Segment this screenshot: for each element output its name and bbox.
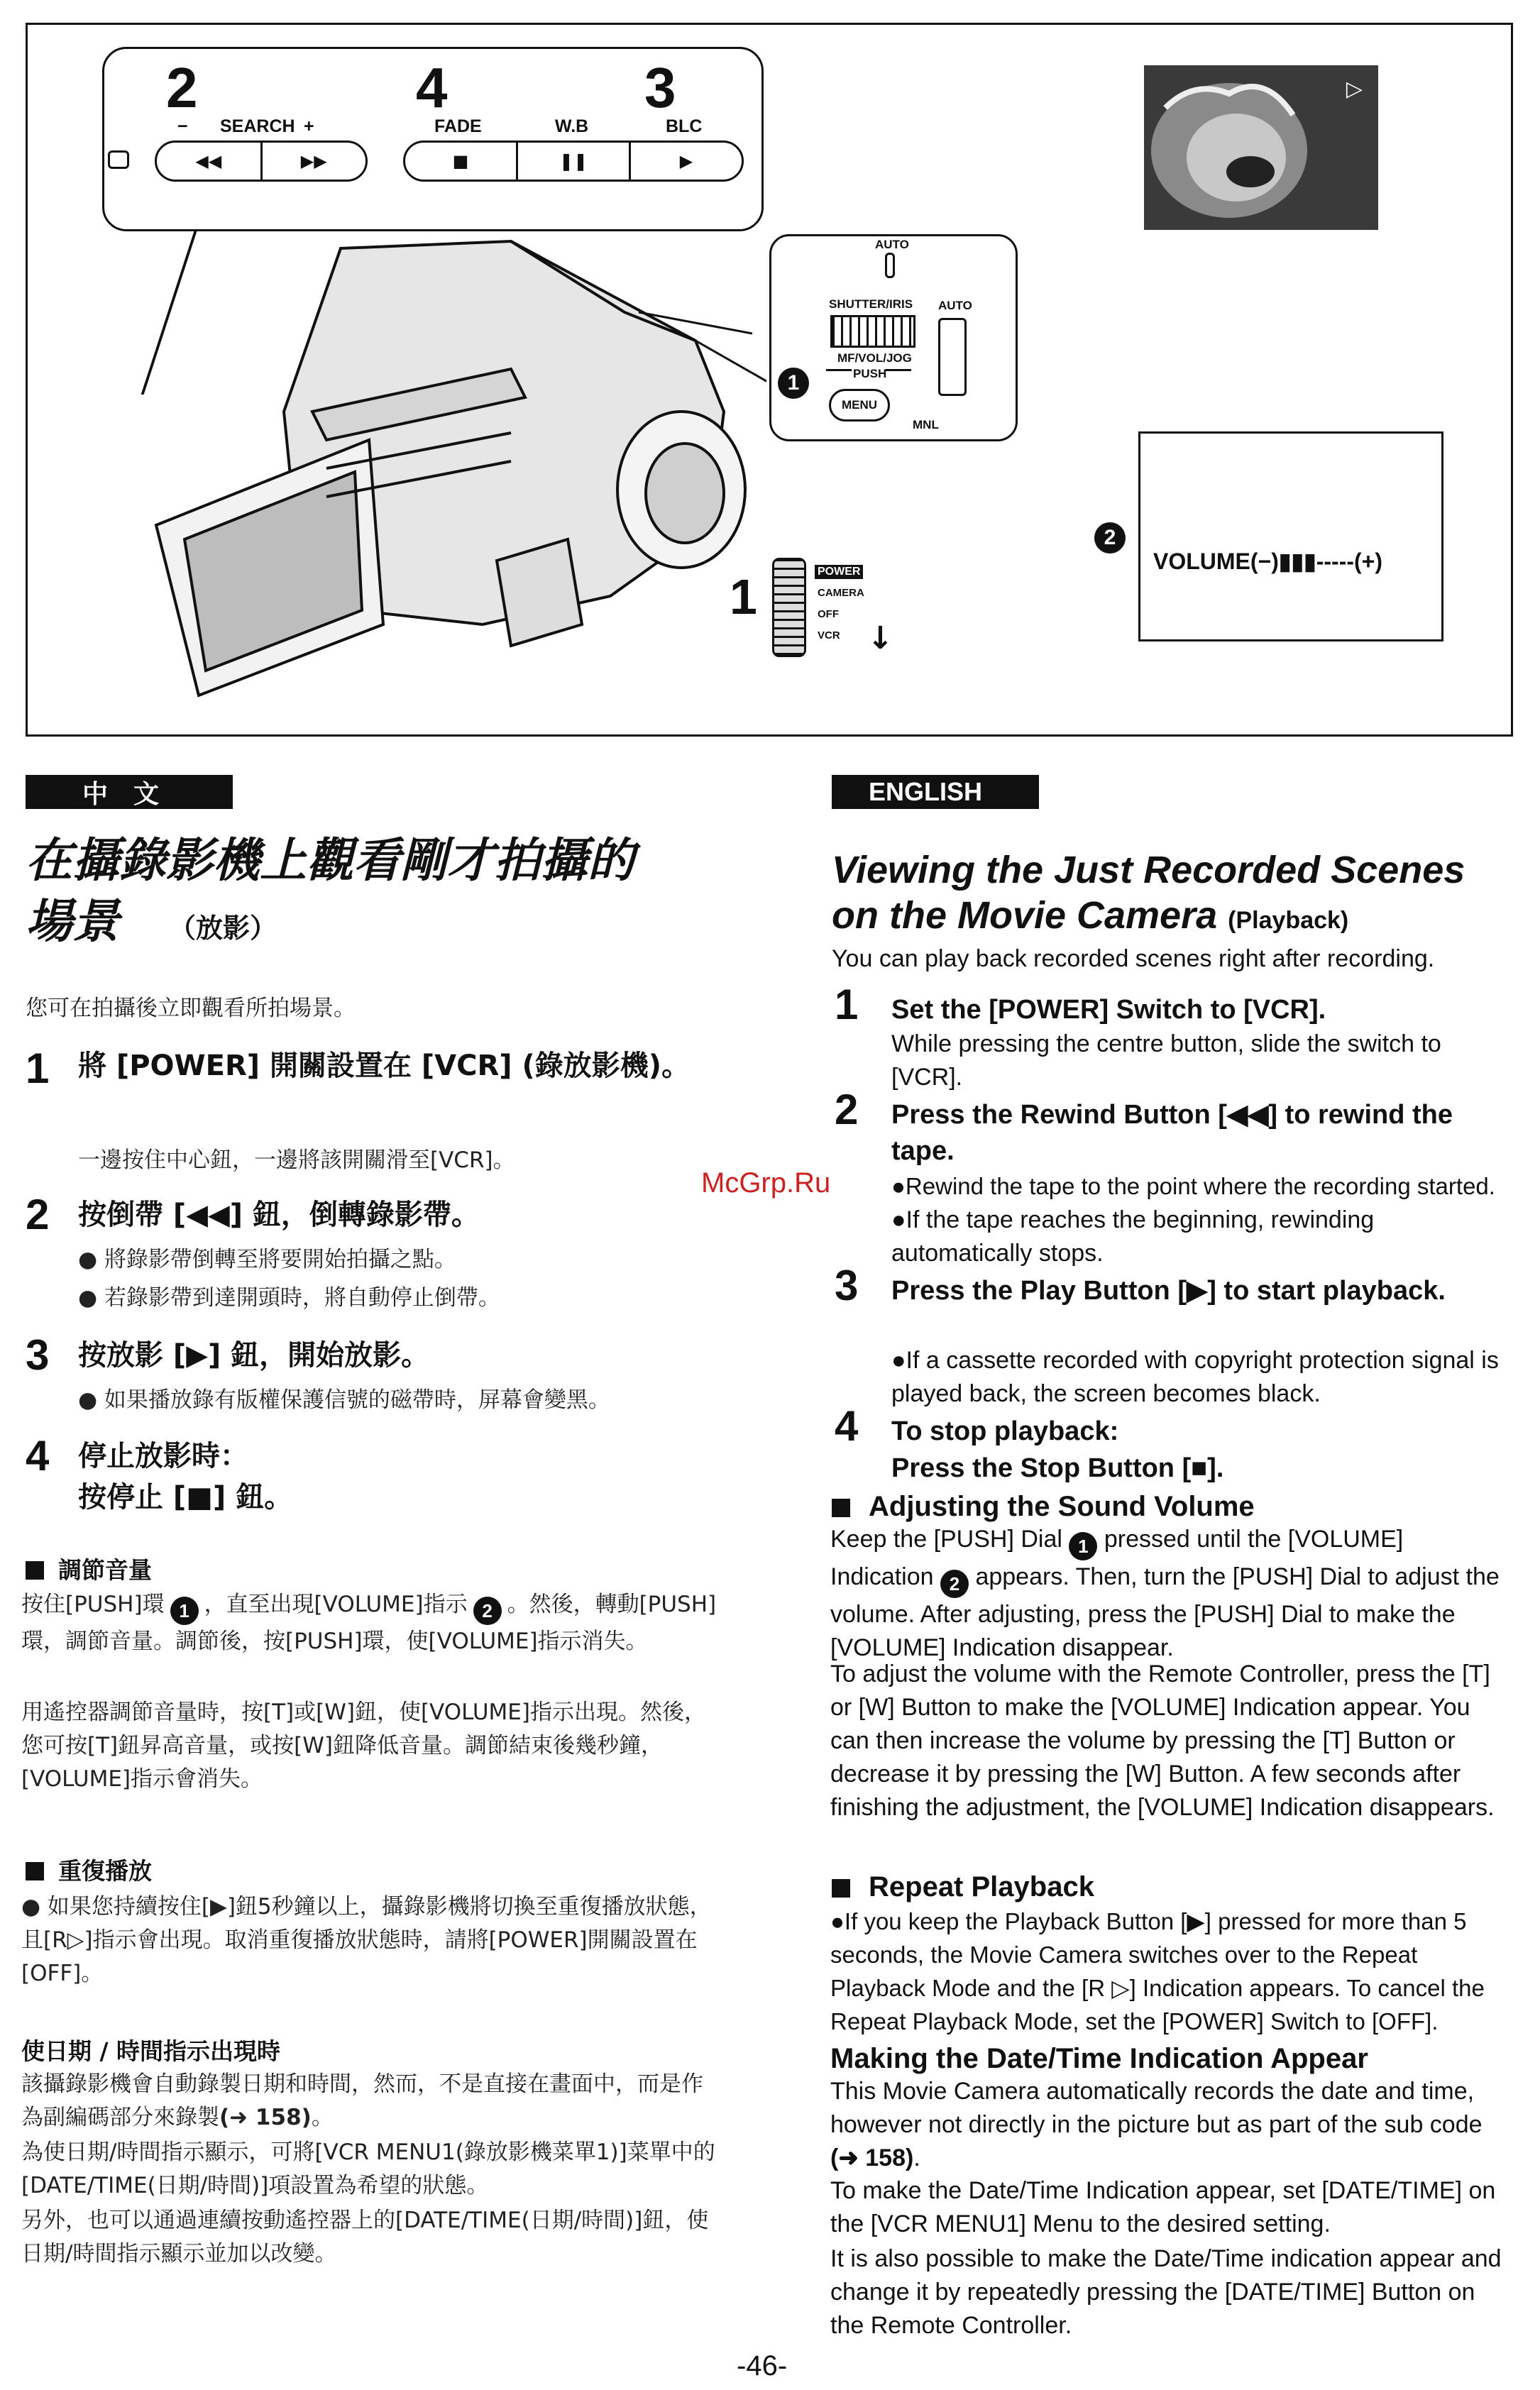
en-step1-title: Set the [POWER] Switch to [VCR]. (891, 995, 1326, 1025)
square-bullet-icon (26, 1862, 44, 1880)
en-date-para2: To make the Date/Time Indication appear, set [DATE/TIME] on the [VCR MENU1] Menu to the desired setting. (830, 2177, 1496, 2237)
en-step2-title: Press the Rewind Button [◀◀] to rewind the tape. (891, 1100, 1453, 1166)
push-arrow-right (886, 369, 911, 371)
en-step3-title: Press the Play Button [▶] to start playback. (891, 1276, 1446, 1306)
lion-image (1144, 65, 1378, 230)
arrow-down-icon: ↓ (867, 620, 893, 656)
zh-title (26, 830, 707, 952)
volume-indication: VOLUME(−)▮▮▮-----(+) (1153, 549, 1382, 574)
zh-step2-number: 2 (26, 1191, 50, 1238)
en-step4-title: To stop playback: (891, 1416, 1119, 1446)
zh-title-line2: 場景 (26, 893, 119, 949)
zh-intro: 您可在拍攝後立即觀看所拍場景。 (26, 996, 356, 1021)
zh-title-line1: 在攝錄影機上觀看剛才拍攝的 (26, 832, 634, 888)
en-vol-p1c: appears. Then, turn the [PUSH] Dial to adjust the volume. After adjusting, press the [PUSH] Dial to make the [VOLUME] Indication disappear. (830, 1563, 1500, 1661)
en-volume-heading-text: Adjusting the Sound Volume (869, 1491, 1255, 1522)
fade-label: FADE (434, 116, 482, 136)
en-step2-bullet2: ●If the tape reaches the beginning, rewinding automatically stops. (891, 1206, 1375, 1267)
zh-volume-heading-text: 調節音量 (58, 1556, 152, 1584)
en-step4-number: 4 (835, 1402, 859, 1450)
dial-push: PUSH (853, 367, 887, 380)
menu-button[interactable] (829, 389, 890, 422)
marker-1-dial: 1 (778, 368, 809, 399)
power-vcr: VCR (818, 629, 840, 641)
marker-1-inline: 1 (1069, 1532, 1097, 1560)
search-minus: − (177, 116, 188, 136)
zh-repeat-heading-text: 重復播放 (58, 1857, 152, 1885)
step-label-fade: 4 (416, 56, 448, 119)
step-label-power: 1 (730, 569, 757, 624)
zh-date-p1a: 該攝錄影機會自動錄製日期和時間，然而，不是直接在畫面中，而是作為副編碼部分來錄製 (21, 2071, 703, 2130)
dial-auto-top: AUTO (875, 238, 909, 251)
zh-step2-bullet1: ● 將錄影帶倒轉至將要開始拍攝之點。 (78, 1247, 456, 1272)
en-date-para3: It is also possible to make the Date/Time indication appear and change it by repeatedly pressing the [DATE/TIME] Button on the Remote Controller. (830, 2245, 1502, 2339)
pause-button[interactable]: ❚❚ (516, 143, 629, 180)
zh-vol-p1b: ，直至出現[VOLUME]指示 (204, 1592, 468, 1617)
zh-repeat-para: ● 如果您持續按住[▶]鈕5秒鐘以上，攝錄影機將切換至重復播放狀態，且[R▷]指示會出現。取消重復播放狀態時，請將[POWER]開關設置在[OFF]。 (21, 1894, 712, 1986)
zh-step3-title: 按放影 [▶] 鈕，開始放影。 (78, 1339, 430, 1372)
zh-section-header: 中 文 (26, 775, 233, 809)
en-volume-para2: To adjust the volume with the Remote Controller, press the [T] or [W] Button to make the [VOLUME] Indication appear. You can then increase the volume by pressing the [T] Button or decrease it by pressing the [W] Button. A few seconds after finishing the adjustment, the [VOLUME] Indication disappears. (830, 1661, 1495, 1821)
watermark-text: McGrp.Ru (701, 1167, 831, 1199)
wb-label: W.B (555, 116, 589, 136)
zh-step4-title: 停止放影時： (78, 1440, 248, 1472)
en-volume-heading (832, 1489, 1255, 1524)
zh-date-pageref: (➜ 158) (219, 2105, 312, 2130)
square-bullet-icon (26, 1561, 44, 1580)
zh-step1-note: 一邊按住中心鈕，一邊將該開關滑至[VCR]。 (78, 1147, 515, 1173)
fast-forward-button[interactable]: ▶▶ (260, 143, 366, 180)
en-repeat-heading (832, 1869, 1094, 1905)
en-volume-para1 (830, 1523, 1512, 1665)
marker-1-inline: 1 (170, 1597, 199, 1625)
zh-volume-para1 (21, 1588, 717, 1658)
zh-step2-bullet2: ● 若錄影帶到達開頭時，將自動停止倒帶。 (78, 1285, 500, 1311)
en-vol-p1a: Keep the [PUSH] Dial (830, 1526, 1062, 1553)
push-arrow-left (826, 369, 852, 371)
en-section-header: ENGLISH (832, 775, 1039, 809)
en-title-sub: (Playback) (1228, 907, 1349, 934)
cassette-icon (108, 150, 129, 169)
page-number: -46- (737, 2350, 788, 2381)
zh-vol-p1c: 。然後，轉動[PUSH]環，調節音量。調節後，按[PUSH]環，使[VOLUME]指示消失。 (21, 1592, 717, 1654)
en-step1-number: 1 (835, 981, 859, 1028)
marker-2-volume: 2 (1094, 522, 1126, 554)
zh-volume-para2: 用遙控器調節音量時，按[T]或[W]鈕，使[VOLUME]指示出現。然後，您可按[T]鈕昇高音量，或按[W]鈕降低音量。調節結束後幾秒鐘，[VOLUME]指示會消失。 (21, 1700, 706, 1792)
en-intro: You can play back recorded scenes right after recording. (832, 945, 1435, 972)
zh-repeat-heading (26, 1854, 152, 1889)
stop-button[interactable]: ■ (452, 151, 469, 171)
zh-step1-number: 1 (26, 1045, 50, 1092)
en-repeat-para: ●If you keep the Playback Button [▶] pressed for more than 5 seconds, the Movie Camera switches over to the Repeat Playback Mode and the [R ▷] Indication appears. To cancel the Repeat Playback Mode, set the [POWER] Switch to [OFF]. (830, 1908, 1485, 2034)
search-label: SEARCH (220, 116, 295, 136)
en-step2-number: 2 (835, 1086, 859, 1133)
blc-label: BLC (666, 116, 703, 136)
en-repeat-heading-text: Repeat Playback (869, 1871, 1094, 1902)
en-step1-note: While pressing the centre button, slide the switch to [VCR]. (891, 1030, 1441, 1091)
search-buttons (155, 141, 368, 182)
en-date-p1c: . (913, 2144, 920, 2171)
en-date-p1a: This Movie Camera automatically records the date and time, however not directly in the picture but as part of the sub code (830, 2078, 1483, 2138)
zh-step4-title2: 按停止 [■] 鈕。 (78, 1481, 293, 1514)
zh-date-p1c: 。 (311, 2105, 334, 2130)
en-date-para1 (830, 2075, 1512, 2175)
play-button[interactable]: ▶ (629, 143, 742, 180)
en-title-line2: on the Movie Camera (832, 894, 1218, 937)
power-label: POWER (815, 565, 863, 579)
volume-screen (1138, 431, 1443, 641)
zh-date-heading: 使日期 / 時間指示出現時 (21, 2037, 281, 2065)
marker-2-inline: 2 (473, 1597, 502, 1625)
auto-lamp (885, 253, 895, 278)
playback-screen (1144, 65, 1378, 230)
transport-buttons (403, 141, 744, 182)
square-bullet-icon (832, 1879, 850, 1898)
jog-dial[interactable] (830, 315, 915, 348)
zh-vol-p1a: 按住[PUSH]環 (21, 1592, 165, 1617)
rewind-button[interactable]: ◀◀ (195, 151, 222, 171)
zh-volume-heading (26, 1553, 152, 1588)
marker-2-inline: 2 (940, 1570, 969, 1598)
en-date-heading: Making the Date/Time Indication Appear (830, 2043, 1368, 2074)
en-title-line1: Viewing the Just Recorded Scenes (832, 849, 1465, 891)
zh-date-para2: 為使日期/時間指示顯示，可將[VCR MENU1(錄放影機菜單1)]菜單中的[DATE/TIME(日期/時間)]項設置為希望的狀態。 (21, 2140, 715, 2198)
play-indicator-icon: ▷ (1346, 77, 1363, 101)
zh-date-para1 (21, 2068, 717, 2135)
en-step2-bullet1: ●Rewind the tape to the point where the recording started. (891, 1173, 1495, 1199)
search-plus: + (304, 116, 314, 136)
power-switch[interactable] (772, 558, 806, 657)
dial-shutter-iris: SHUTTER/IRIS (829, 297, 913, 311)
step-label-blc: 3 (644, 56, 676, 119)
menu-label: MENU (841, 398, 878, 412)
square-bullet-icon (832, 1499, 850, 1517)
zh-step1-title: 將 [POWER] 開關設置在 [VCR] (錄放影機)。 (78, 1050, 691, 1082)
dial-mnl: MNL (913, 418, 939, 431)
zh-step2-title: 按倒帶 [◀◀] 鈕，倒轉錄影帶。 (78, 1199, 480, 1231)
en-step3-bullet1: ●If a cassette recorded with copyright protection signal is played back, the screen becomes black. (891, 1347, 1499, 1407)
step-label-search: 2 (166, 56, 198, 119)
en-step4-title2: Press the Stop Button [■]. (891, 1453, 1224, 1483)
power-camera: CAMERA (818, 587, 864, 599)
dial-auto-side: AUTO (938, 299, 972, 312)
zh-step4-number: 4 (26, 1432, 50, 1480)
en-step3-number: 3 (835, 1262, 859, 1309)
en-title (832, 847, 1527, 943)
zh-title-sub: （放影） (169, 912, 277, 944)
en-vol-p1b: pressed until the [VOLUME] Indication (830, 1526, 1404, 1590)
auto-mnl-switch[interactable] (938, 318, 967, 396)
power-off: OFF (818, 608, 839, 620)
zh-step3-bullet1: ● 如果播放錄有版權保護信號的磁帶時，屏幕會變黑。 (78, 1387, 610, 1413)
en-date-pageref: (➜ 158) (830, 2144, 914, 2171)
zh-date-para3: 另外，也可以通過連續按動遙控器上的[DATE/TIME(日期/時間)]鈕，使日期/時間指示顯示並加以改變。 (21, 2208, 709, 2267)
dial-mf-vol-jog: MF/VOL/JOG (837, 351, 912, 365)
zh-step3-number: 3 (26, 1331, 50, 1379)
